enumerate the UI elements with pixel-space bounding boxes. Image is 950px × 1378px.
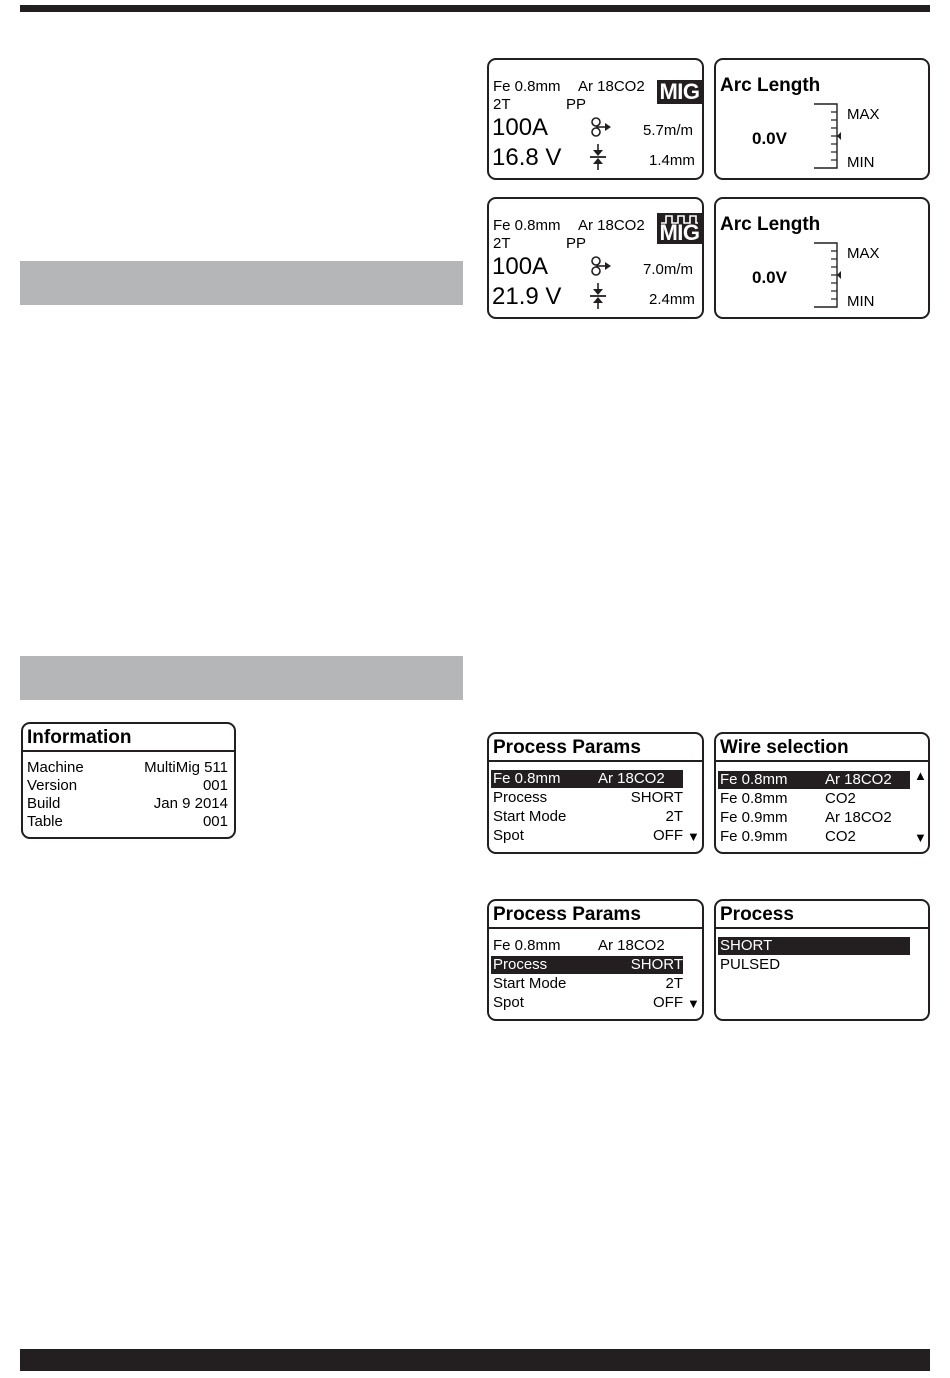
scale-max-label: MAX xyxy=(847,106,880,123)
gas-label: Ar 18CO2 xyxy=(578,78,645,95)
section-heading-band-1 xyxy=(20,261,463,305)
current-value: 100A xyxy=(492,114,549,141)
info-row-build: Build Jan 9 2014 xyxy=(27,795,228,812)
mig-display-screen-1 xyxy=(487,58,704,180)
menu-item-process[interactable]: Process SHORT xyxy=(493,956,683,973)
wire-speed: 5.7m/m xyxy=(643,122,694,139)
scale-min-label: MIN xyxy=(847,293,875,310)
current-value: 100A xyxy=(492,253,549,280)
scroll-up-icon[interactable]: ▲ xyxy=(914,768,927,783)
process-params-title-bar xyxy=(489,734,702,762)
process-option-short[interactable]: SHORT xyxy=(718,937,910,955)
wire-feed-icon xyxy=(587,116,611,138)
process-params-title: Process Params xyxy=(493,904,641,925)
information-screen xyxy=(21,722,236,839)
arc-length-value: 0.0V xyxy=(752,129,787,148)
arc-length-value: 0.0V xyxy=(752,268,787,287)
menu-item-spot[interactable]: Spot OFF xyxy=(493,994,683,1011)
wire-option-1[interactable]: Fe 0.8mm Ar 18CO2 xyxy=(718,771,910,789)
scale-max-label: MAX xyxy=(847,245,880,262)
thickness-icon xyxy=(589,144,607,170)
bottom-rule xyxy=(20,1349,930,1371)
process-params-screen-2 xyxy=(487,899,704,1021)
wire-selection-title-bar xyxy=(716,734,928,762)
trigger-mode: 2T xyxy=(493,96,511,113)
arc-length-screen-1 xyxy=(714,58,930,180)
thickness-icon xyxy=(589,283,607,309)
arc-length-scale xyxy=(811,102,841,170)
scroll-down-icon[interactable]: ▼ xyxy=(687,996,700,1011)
info-row-table: Table 001 xyxy=(27,813,228,830)
wire-speed: 7.0m/m xyxy=(643,261,694,278)
information-title: Information xyxy=(27,727,132,748)
process-selection-screen xyxy=(714,899,930,1021)
material-thickness: 1.4mm xyxy=(649,152,695,169)
mig-display-screen-2 xyxy=(487,197,704,319)
preset-label: PP xyxy=(566,96,587,113)
menu-item-spot[interactable]: Spot OFF xyxy=(493,827,683,844)
wire-option-2[interactable]: Fe 0.8mm CO2 xyxy=(720,790,856,807)
scale-min-label: MIN xyxy=(847,154,875,171)
process-title: Process xyxy=(720,904,794,925)
pulsed-mig-mode-badge: MIG xyxy=(657,213,702,244)
arc-length-screen-2 xyxy=(714,197,930,319)
trigger-mode: 2T xyxy=(493,235,511,252)
process-option-pulsed[interactable]: PULSED xyxy=(720,956,781,973)
arc-length-title: Arc Length xyxy=(720,75,821,96)
menu-item-start-mode[interactable]: Start Mode 2T xyxy=(493,808,683,825)
arc-length-scale xyxy=(811,241,841,309)
wire-option-3[interactable]: Fe 0.9mm Ar 18CO2 xyxy=(720,809,892,826)
information-title-bar xyxy=(23,724,234,752)
mig-mode-badge: MIG xyxy=(657,80,702,104)
process-params-title: Process Params xyxy=(493,737,641,758)
menu-item-wire-gas[interactable]: Fe 0.8mm Ar 18CO2 xyxy=(493,937,665,954)
wire-selection-screen xyxy=(714,732,930,854)
voltage-value: 21.9 V xyxy=(492,283,562,310)
scroll-down-icon[interactable]: ▼ xyxy=(914,830,927,845)
process-params-title-bar xyxy=(489,901,702,929)
voltage-value: 16.8 V xyxy=(492,144,562,171)
wire-option-4[interactable]: Fe 0.9mm CO2 xyxy=(720,828,856,845)
section-heading-band-2 xyxy=(20,656,463,700)
menu-item-start-mode[interactable]: Start Mode 2T xyxy=(493,975,683,992)
gas-label: Ar 18CO2 xyxy=(578,217,645,234)
wire-label: Fe 0.8mm xyxy=(493,78,561,95)
process-title-bar xyxy=(716,901,928,929)
process-params-screen-1 xyxy=(487,732,704,854)
wire-feed-icon xyxy=(587,255,611,277)
top-rule xyxy=(20,5,930,12)
menu-item-process[interactable]: Process SHORT xyxy=(493,789,683,806)
info-row-machine: Machine MultiMig 511 xyxy=(27,759,228,776)
scroll-down-icon[interactable]: ▼ xyxy=(687,829,700,844)
wire-selection-title: Wire selection xyxy=(720,737,849,758)
menu-item-wire-gas[interactable]: Fe 0.8mm Ar 18CO2 xyxy=(491,770,683,788)
material-thickness: 2.4mm xyxy=(649,291,695,308)
wire-label: Fe 0.8mm xyxy=(493,217,561,234)
arc-length-title: Arc Length xyxy=(720,214,821,235)
preset-label: PP xyxy=(566,235,587,252)
info-row-version: Version 001 xyxy=(27,777,228,794)
